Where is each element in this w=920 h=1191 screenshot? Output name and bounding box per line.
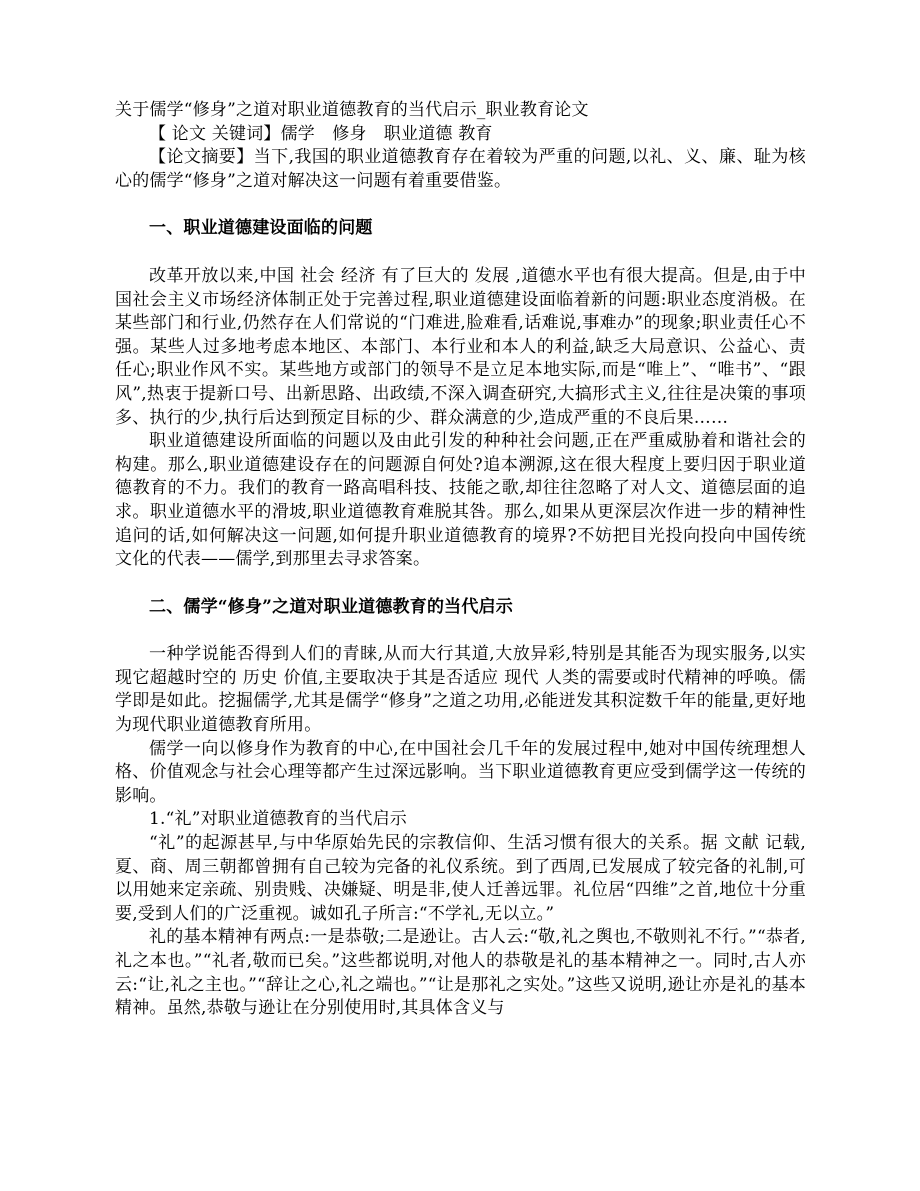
keywords-line: 【 论文 关键词】儒学 修身 职业道德 教育 <box>149 123 493 144</box>
subsection-heading-1: 1.“礼”对职业道德教育的当代启示 <box>149 809 408 830</box>
paragraph: 礼的基本精神有两点:一是恭敬;二是逊让。古人云:“敬,礼之舆也,不敬则礼不行。”“恭者,礼之本也。”“礼者,敬而已矣。”这些都说明,对他人的恭敬是礼的基本精神之一。同时,古人亦云:“让,礼之主也。”“辞让之心,礼之端也。”“让是那礼之实处。”这些又说明,逊让亦是礼的基本精神。虽然,恭敬与逊让在分别使用时,其具体含义与 <box>115 927 806 1019</box>
section-heading-2: 二、儒学“修身”之道对职业道德教育的当代启示 <box>149 596 513 617</box>
section-heading-1: 一、职业道德建设面临的问题 <box>149 218 373 239</box>
paragraph: 一种学说能否得到人们的青睐,从而大行其道,大放异彩,特别是其能否为现实服务,以实现它超越时空的 历史 价值,主要取决于其是否适应 现代 人类的需要或时代精神的呼唤。儒学即是如此。挖掘儒学,尤其是儒学“修身”之道之功用,必能迸发其积淀数千年的能量,更好地为现代职业道德教育所用。 <box>115 644 806 736</box>
abstract-paragraph: 【论文摘要】当下,我国的职业道德教育存在着较为严重的问题,以礼、义、廉、耻为核心的儒学“修身”之道对解决这一问题有着重要借鉴。 <box>115 147 806 191</box>
paragraph: “礼”的起源甚早,与中华原始先民的宗教信仰、生活习惯有很大的关系。据 文献 记载,夏、商、周三朝都曾拥有自己较为完备的礼仪系统。到了西周,已发展成了较完备的礼制,可以用她来定亲疏、别贵贱、决嫌疑、明是非,使人迁善远罪。礼位居“四维”之首,地位十分重要,受到人们的广泛重视。诚如孔子所言:“不学礼,无以立。” <box>115 833 806 924</box>
document-title: 关于儒学“修身”之道对职业道德教育的当代启示_职业教育论文 <box>115 100 589 120</box>
paragraph: 改革开放以来,中国 社会 经济 有了巨大的 发展 ,道德水平也有很大提高。但是,由于中国社会主义市场经济体制正处于完善过程,职业道德建设面临着新的问题:职业态度消极。在某些部门和行业,仍然存在人们常说的“门难进,脸难看,话难说,事难办”的现象;职业责任心不强。某些人过多地考虑本地区、本部门、本行业和本人的利益,缺乏大局意识、公益心、责任心;职业作风不实。某些地方或部门的领导不是立足本地实际,而是“唯上”、“唯书”、“跟风”,热衷于提新口号、出新思路、出政绩,不深入调查研究,大搞形式主义,往往是决策的事项多、执行的少,执行后达到预定目标的少、群众满意的少,造成严重的不良后果…… <box>115 265 806 428</box>
paragraph: 职业道德建设所面临的问题以及由此引发的种种社会问题,正在严重威胁着和谐社会的构建。那么,职业道德建设存在的问题源自何处?追本溯源,这在很大程度上要归因于职业道德教育的不力。我们的教育一路高唱科技、技能之歌,却往往忽略了对人文、道德层面的追求。职业道德水平的滑坡,职业道德教育难脱其咎。那么,如果从更深层次作进一步的精神性追问的话,如何解决这一问题,如何提升职业道德教育的境界?不妨把目光投向投向中国传统文化的代表——儒学,到那里去寻求答案。 <box>115 431 806 570</box>
paragraph: 儒学一向以修身作为教育的中心,在中国社会几千年的发展过程中,她对中国传统理想人格、价值观念与社会心理等都产生过深远影响。当下职业道德教育更应受到儒学这一传统的影响。 <box>115 738 806 806</box>
